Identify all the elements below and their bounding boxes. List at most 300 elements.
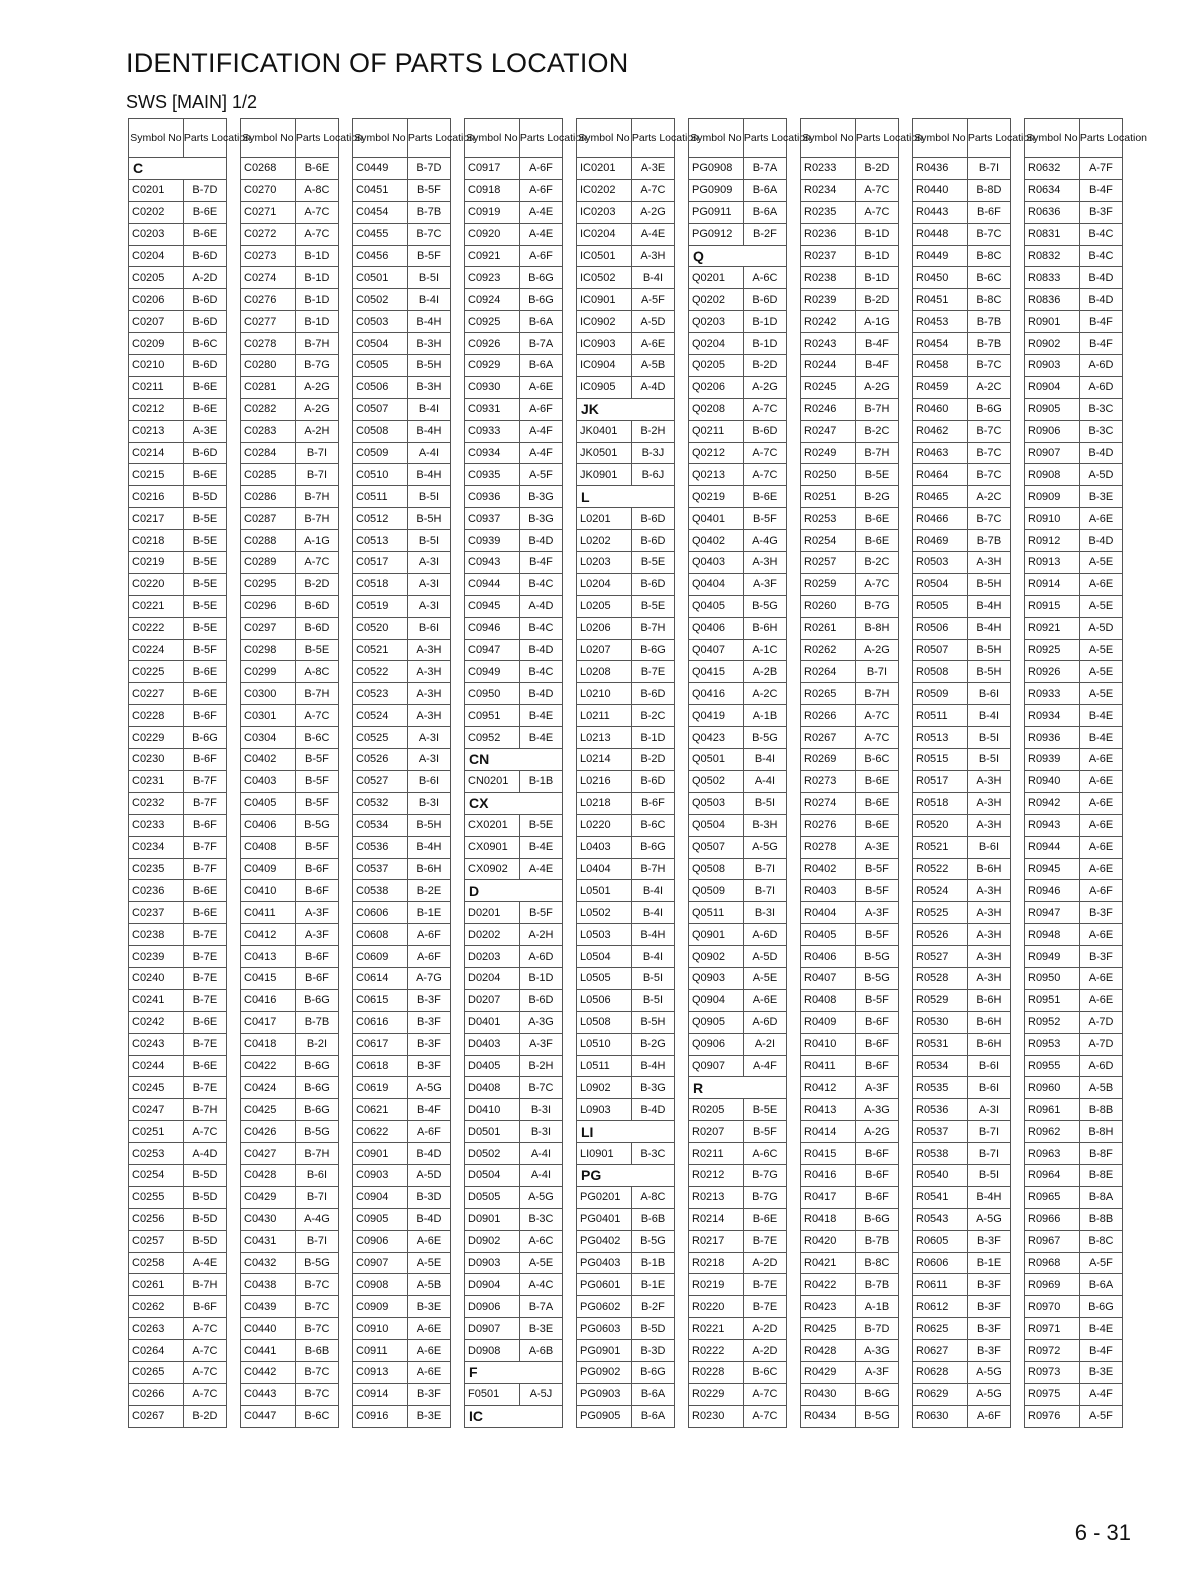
table-row — [241, 530, 339, 552]
parts-location: A-6E — [1079, 858, 1122, 880]
parts-location: A-7C — [183, 1361, 226, 1383]
parts-location: A-7C — [295, 223, 338, 245]
table-row — [801, 946, 899, 968]
symbol-no: C0442 — [241, 1361, 296, 1383]
parts-location: B-7G — [855, 595, 898, 617]
parts-location: B-6E — [183, 201, 226, 223]
symbol-no: C0537 — [353, 858, 408, 880]
parts-location: A-3I — [967, 1099, 1010, 1121]
table-row — [689, 946, 787, 968]
table-row — [801, 398, 899, 420]
table-row — [353, 749, 451, 771]
parts-location: B-4F — [1079, 179, 1122, 201]
table-row — [129, 661, 227, 683]
parts-location: A-6F — [519, 398, 562, 420]
parts-location: A-4D — [183, 1143, 226, 1165]
symbol-no: R0949 — [1025, 946, 1080, 968]
parts-location: B-5I — [407, 486, 450, 508]
parts-location: A-7C — [855, 201, 898, 223]
parts-location: B-7E — [743, 1296, 786, 1318]
symbol-no: R0453 — [913, 311, 968, 333]
table-row — [577, 1033, 675, 1055]
symbol-no: R0630 — [913, 1405, 968, 1427]
parts-location: A-6F — [519, 245, 562, 267]
parts-location: B-6D — [519, 989, 562, 1011]
table-row — [241, 683, 339, 705]
table-row — [577, 661, 675, 683]
symbol-no: C0911 — [353, 1340, 408, 1362]
symbol-no: R0254 — [801, 530, 856, 552]
symbol-no: R0902 — [1025, 333, 1080, 355]
symbol-no: R0952 — [1025, 1011, 1080, 1033]
table-row — [689, 617, 787, 639]
parts-location: B-4D — [1079, 267, 1122, 289]
symbol-no: R0469 — [913, 530, 968, 552]
symbol-no: C0939 — [465, 530, 520, 552]
table-row — [129, 1274, 227, 1296]
symbol-no: C0277 — [241, 311, 296, 333]
table-row — [353, 770, 451, 792]
table-row — [577, 749, 675, 771]
symbol-no: C0265 — [129, 1361, 184, 1383]
symbol-no: D0207 — [465, 989, 520, 1011]
parts-location: B-6H — [967, 1011, 1010, 1033]
symbol-no: R0207 — [689, 1121, 744, 1143]
symbol-no: R0520 — [913, 814, 968, 836]
symbol-no: R0921 — [1025, 617, 1080, 639]
symbol-no: R0451 — [913, 289, 968, 311]
parts-location: A-3E — [631, 158, 674, 180]
table-row — [801, 727, 899, 749]
parts-location: A-3H — [407, 705, 450, 727]
table-row — [129, 1252, 227, 1274]
symbol-no: R0506 — [913, 617, 968, 639]
symbol-no: R0410 — [801, 1033, 856, 1055]
parts-location: A-6F — [967, 1405, 1010, 1427]
table-row — [129, 1208, 227, 1230]
symbol-no: R0531 — [913, 1033, 968, 1055]
parts-location: B-6C — [183, 333, 226, 355]
table-row — [353, 464, 451, 486]
table-row — [129, 858, 227, 880]
table-row — [577, 1383, 675, 1405]
parts-location: B-7B — [967, 311, 1010, 333]
symbol-no: C0233 — [129, 814, 184, 836]
symbol-no: R0536 — [913, 1099, 968, 1121]
table-row — [353, 1077, 451, 1099]
parts-location: B-4H — [631, 924, 674, 946]
parts-location: A-3H — [967, 902, 1010, 924]
symbol-no: Q0423 — [689, 727, 744, 749]
parts-location: B-6E — [183, 1055, 226, 1077]
table-row — [241, 880, 339, 902]
symbol-no: R0246 — [801, 398, 856, 420]
table-row — [577, 727, 675, 749]
symbol-no: C0443 — [241, 1383, 296, 1405]
table-row — [913, 398, 1011, 420]
parts-location: B-6E — [855, 814, 898, 836]
section-letter: JK — [577, 398, 675, 420]
table-row — [465, 617, 563, 639]
parts-location: A-5D — [1079, 617, 1122, 639]
symbol-no: C0210 — [129, 355, 184, 377]
symbol-no: C0523 — [353, 683, 408, 705]
symbol-no: C0532 — [353, 792, 408, 814]
parts-location: B-6F — [295, 858, 338, 880]
parts-location: B-4H — [407, 420, 450, 442]
table-row — [801, 1055, 899, 1077]
table-row — [689, 749, 787, 771]
symbol-no: D0401 — [465, 1011, 520, 1033]
symbol-no: Q0401 — [689, 508, 744, 530]
symbol-no: C0202 — [129, 201, 184, 223]
parts-location: B-8F — [1079, 1143, 1122, 1165]
symbol-no: R0953 — [1025, 1033, 1080, 1055]
table-row — [689, 792, 787, 814]
parts-table-5 — [576, 118, 700, 1428]
parts-location: B-1E — [407, 902, 450, 924]
section-row — [577, 1121, 675, 1143]
parts-location: B-6E — [183, 1011, 226, 1033]
parts-location: A-3H — [967, 814, 1010, 836]
symbol-no: CX0902 — [465, 858, 520, 880]
parts-location: B-5H — [967, 573, 1010, 595]
symbol-no: Q0201 — [689, 267, 744, 289]
table-row — [353, 1361, 451, 1383]
parts-location: B-6G — [519, 289, 562, 311]
parts-location: A-7C — [631, 179, 674, 201]
parts-location: B-1D — [855, 267, 898, 289]
table-row — [1025, 989, 1123, 1011]
table-row — [353, 967, 451, 989]
table-header-row — [129, 119, 227, 158]
table-row — [465, 442, 563, 464]
table-row — [465, 814, 563, 836]
symbol-no: R0833 — [1025, 267, 1080, 289]
symbol-no: C0526 — [353, 749, 408, 771]
parts-location: B-7C — [295, 1296, 338, 1318]
symbol-no: R0411 — [801, 1055, 856, 1077]
parts-location: A-3H — [407, 661, 450, 683]
table-row — [1025, 858, 1123, 880]
parts-location: B-6I — [407, 770, 450, 792]
parts-location: A-5D — [407, 1164, 450, 1186]
symbol-no: C0297 — [241, 617, 296, 639]
symbol-no: L0205 — [577, 595, 632, 617]
table-row — [129, 1318, 227, 1340]
table-row — [689, 1383, 787, 1405]
table-row — [353, 1340, 451, 1362]
parts-location: B-5G — [743, 727, 786, 749]
table-row — [801, 989, 899, 1011]
parts-location-header: Parts Location — [967, 119, 1010, 158]
table-row — [577, 311, 675, 333]
parts-location: A-3F — [295, 902, 338, 924]
table-row — [913, 639, 1011, 661]
parts-location: A-4I — [519, 1143, 562, 1165]
parts-location: B-6F — [855, 1011, 898, 1033]
table-row — [913, 836, 1011, 858]
symbol-no: Q0213 — [689, 464, 744, 486]
symbol-no: C0945 — [465, 595, 520, 617]
table-row — [801, 267, 899, 289]
symbol-no: C0261 — [129, 1274, 184, 1296]
table-row — [241, 1340, 339, 1362]
table-row — [913, 1208, 1011, 1230]
symbol-no: C0270 — [241, 179, 296, 201]
parts-table-3 — [352, 118, 476, 1428]
table-row — [241, 661, 339, 683]
symbol-no: PG0912 — [689, 223, 744, 245]
symbol-no: C0426 — [241, 1121, 296, 1143]
symbol-no: C0427 — [241, 1143, 296, 1165]
symbol-no: C0937 — [465, 508, 520, 530]
symbol-no: C0935 — [465, 464, 520, 486]
table-row — [129, 880, 227, 902]
table-row — [577, 530, 675, 552]
table-row — [129, 1011, 227, 1033]
table-row — [913, 1186, 1011, 1208]
parts-location: B-2D — [743, 355, 786, 377]
symbol-no: C0422 — [241, 1055, 296, 1077]
parts-location: A-6E — [519, 376, 562, 398]
table-row — [913, 595, 1011, 617]
symbol-no: Q0219 — [689, 486, 744, 508]
symbol-no: R0261 — [801, 617, 856, 639]
table-row — [241, 1011, 339, 1033]
symbol-no: C0415 — [241, 967, 296, 989]
table-row — [801, 705, 899, 727]
parts-location: B-7C — [295, 1361, 338, 1383]
table-row — [913, 311, 1011, 333]
table-row — [1025, 267, 1123, 289]
table-row — [577, 770, 675, 792]
table-row — [801, 902, 899, 924]
parts-location: B-6F — [295, 880, 338, 902]
symbol-no: R0423 — [801, 1296, 856, 1318]
symbol-no: Q0504 — [689, 814, 744, 836]
table-row — [465, 158, 563, 180]
table-row — [129, 398, 227, 420]
parts-location: B-6D — [183, 355, 226, 377]
table-row — [801, 1186, 899, 1208]
symbol-no: R0904 — [1025, 376, 1080, 398]
table-row — [465, 530, 563, 552]
symbol-no: R0229 — [689, 1383, 744, 1405]
table-row — [689, 464, 787, 486]
table-row — [129, 792, 227, 814]
symbol-no: C0439 — [241, 1296, 296, 1318]
symbol-no: C0451 — [353, 179, 408, 201]
symbol-no: C0621 — [353, 1099, 408, 1121]
symbol-no: C0916 — [353, 1405, 408, 1427]
parts-location: B-6J — [631, 464, 674, 486]
table-row — [465, 1274, 563, 1296]
symbol-no: R0636 — [1025, 201, 1080, 223]
table-row — [465, 464, 563, 486]
symbol-no: D0203 — [465, 946, 520, 968]
parts-location: A-6D — [1079, 1055, 1122, 1077]
section-row — [465, 880, 563, 902]
table-row — [353, 1252, 451, 1274]
parts-location: A-5E — [1079, 683, 1122, 705]
symbol-no: C0402 — [241, 749, 296, 771]
table-row — [1025, 245, 1123, 267]
symbol-no: C0211 — [129, 376, 184, 398]
table-row — [465, 311, 563, 333]
parts-location: A-1B — [743, 705, 786, 727]
symbol-no: C0304 — [241, 727, 296, 749]
parts-location: B-7H — [631, 858, 674, 880]
table-row — [913, 727, 1011, 749]
table-row — [689, 1186, 787, 1208]
symbol-no: R0908 — [1025, 464, 1080, 486]
table-row — [913, 749, 1011, 771]
table-row — [1025, 158, 1123, 180]
section-row — [689, 1077, 787, 1099]
table-row — [129, 1143, 227, 1165]
symbol-no: C0924 — [465, 289, 520, 311]
table-row — [577, 1296, 675, 1318]
symbol-no: D0901 — [465, 1208, 520, 1230]
table-row — [241, 595, 339, 617]
symbol-no: IC0904 — [577, 355, 632, 377]
symbol-no: R0230 — [689, 1405, 744, 1427]
parts-location: B-5E — [183, 617, 226, 639]
table-row — [913, 1033, 1011, 1055]
parts-location: A-6D — [519, 946, 562, 968]
parts-location: A-7D — [1079, 1033, 1122, 1055]
parts-location: B-6F — [855, 1033, 898, 1055]
table-row — [129, 1405, 227, 1427]
symbol-no: D0408 — [465, 1077, 520, 1099]
table-row — [129, 245, 227, 267]
symbol-no: C0431 — [241, 1230, 296, 1252]
symbol-no: R0264 — [801, 661, 856, 683]
table-row — [913, 946, 1011, 968]
table-row — [689, 398, 787, 420]
symbol-no: Q0907 — [689, 1055, 744, 1077]
symbol-no: R0961 — [1025, 1099, 1080, 1121]
symbol-no: R0260 — [801, 595, 856, 617]
symbol-no: C0241 — [129, 989, 184, 1011]
parts-location: A-3H — [407, 683, 450, 705]
page-subtitle: SWS [MAIN] 1/2 — [126, 92, 258, 112]
parts-location: B-6G — [855, 1383, 898, 1405]
symbol-no: C0295 — [241, 573, 296, 595]
table-row — [577, 1055, 675, 1077]
symbol-no: Q0407 — [689, 639, 744, 661]
symbol-no: R0528 — [913, 967, 968, 989]
section-letter: Q — [689, 245, 787, 267]
parts-location: B-5I — [407, 530, 450, 552]
table-row — [801, 573, 899, 595]
table-row — [577, 836, 675, 858]
symbol-no: R0962 — [1025, 1121, 1080, 1143]
symbol-no: R0404 — [801, 902, 856, 924]
table-row — [465, 1164, 563, 1186]
parts-location: B-5D — [183, 1164, 226, 1186]
table-row — [241, 486, 339, 508]
parts-location: B-3F — [407, 1055, 450, 1077]
symbol-no: R0262 — [801, 639, 856, 661]
section-row — [465, 792, 563, 814]
parts-location: B-5E — [855, 464, 898, 486]
table-row — [689, 442, 787, 464]
symbol-no: Q0904 — [689, 989, 744, 1011]
parts-location: B-8B — [1079, 1099, 1122, 1121]
table-row — [465, 639, 563, 661]
parts-location: A-4I — [519, 1164, 562, 1186]
table-row — [465, 245, 563, 267]
parts-location: B-3G — [631, 1077, 674, 1099]
parts-location: B-4C — [519, 617, 562, 639]
symbol-no: R0251 — [801, 486, 856, 508]
parts-location: B-1B — [519, 770, 562, 792]
parts-location: B-5E — [183, 508, 226, 530]
table-row — [353, 1055, 451, 1077]
parts-location: B-3F — [967, 1318, 1010, 1340]
symbol-no: R0910 — [1025, 508, 1080, 530]
parts-location: B-3C — [1079, 398, 1122, 420]
parts-location: B-5G — [743, 595, 786, 617]
parts-location: B-7I — [295, 1230, 338, 1252]
table-row — [129, 770, 227, 792]
parts-location: A-8C — [295, 661, 338, 683]
symbol-no: R0243 — [801, 333, 856, 355]
symbol-no: R0936 — [1025, 727, 1080, 749]
symbol-no: C0219 — [129, 552, 184, 574]
table-row — [1025, 1296, 1123, 1318]
parts-location: A-6F — [407, 1121, 450, 1143]
symbol-no: C0614 — [353, 967, 408, 989]
table-row — [353, 880, 451, 902]
parts-location: B-6F — [855, 1164, 898, 1186]
table-row — [689, 420, 787, 442]
symbol-no: R0429 — [801, 1361, 856, 1383]
symbol-no: R0236 — [801, 223, 856, 245]
parts-location: B-6D — [743, 420, 786, 442]
symbol-no: Q0501 — [689, 749, 744, 771]
symbol-no: L0211 — [577, 705, 632, 727]
symbol-no: R0235 — [801, 201, 856, 223]
table-row — [689, 705, 787, 727]
table-row — [913, 158, 1011, 180]
parts-location: B-4D — [407, 1208, 450, 1230]
parts-location: A-4G — [743, 530, 786, 552]
parts-location: B-1E — [631, 1274, 674, 1296]
parts-location: B-3F — [967, 1274, 1010, 1296]
symbol-no: L0218 — [577, 792, 632, 814]
parts-location: B-5D — [183, 1208, 226, 1230]
symbol-no: L0216 — [577, 770, 632, 792]
table-row — [241, 289, 339, 311]
table-row — [913, 442, 1011, 464]
symbol-no: PG0905 — [577, 1405, 632, 1427]
symbol-no: C0271 — [241, 201, 296, 223]
table-row — [577, 201, 675, 223]
parts-location: A-6E — [1079, 924, 1122, 946]
table-row — [129, 924, 227, 946]
symbol-no: C0273 — [241, 245, 296, 267]
parts-location: A-6F — [407, 946, 450, 968]
symbol-no: R0436 — [913, 158, 968, 180]
symbol-no: D0902 — [465, 1230, 520, 1252]
table-row — [689, 1361, 787, 1383]
symbol-no: R0525 — [913, 902, 968, 924]
symbol-no: C0936 — [465, 486, 520, 508]
symbol-no: R0465 — [913, 486, 968, 508]
